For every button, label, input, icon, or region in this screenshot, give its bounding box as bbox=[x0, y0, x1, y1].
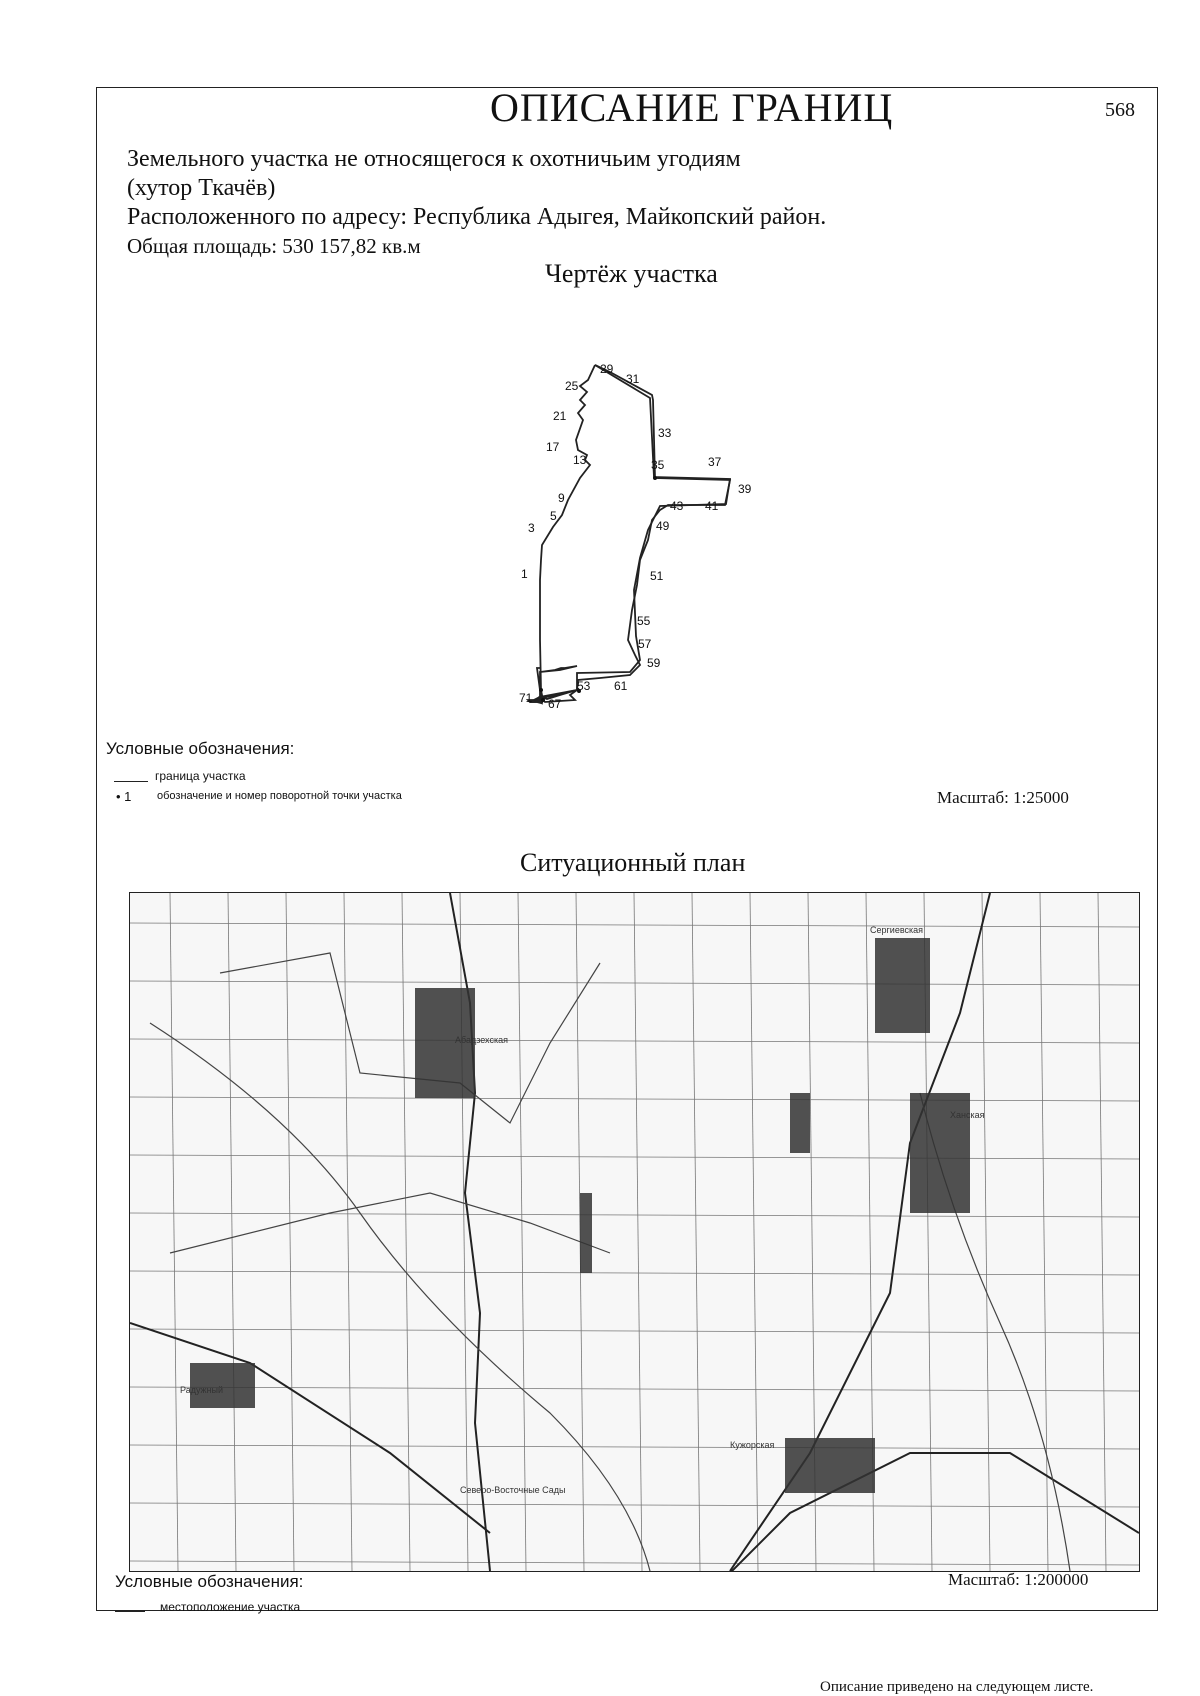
page-title: ОПИСАНИЕ ГРАНИЦ bbox=[490, 85, 894, 130]
parcel-boundary-outline bbox=[540, 365, 595, 700]
vertex-label: 59 bbox=[647, 656, 661, 670]
legend-point-marker: • 1 bbox=[116, 789, 132, 804]
map-grid-line bbox=[130, 1329, 1139, 1333]
map-grid-line bbox=[130, 981, 1139, 985]
legend-title: Условные обозначения: bbox=[106, 739, 295, 758]
vertex-label: 67 bbox=[548, 697, 562, 711]
vertex-label: 37 bbox=[708, 455, 722, 469]
vertex-label: 71 bbox=[519, 691, 533, 705]
vertex-label: 53 bbox=[577, 679, 591, 693]
map-road bbox=[130, 1323, 490, 1533]
map-grid-line bbox=[286, 893, 294, 1571]
vertex-marker bbox=[539, 688, 543, 692]
map-settlement bbox=[790, 1093, 810, 1153]
map-grid-line bbox=[130, 1155, 1139, 1159]
map-settlement bbox=[875, 938, 930, 1033]
vertex-label: 13 bbox=[573, 453, 587, 467]
map-grid-line bbox=[634, 893, 642, 1571]
map-grid-line bbox=[130, 1503, 1139, 1507]
map-label: Ханская bbox=[950, 1110, 985, 1120]
legend-location-label: местоположение участка bbox=[160, 1600, 301, 1614]
map-grid-line bbox=[170, 893, 178, 1571]
map-settlement bbox=[785, 1438, 875, 1493]
map-road bbox=[710, 1453, 1139, 1571]
situation-map bbox=[129, 892, 1140, 1572]
vertex-label: 9 bbox=[558, 491, 565, 505]
vertex-marker bbox=[541, 698, 545, 702]
vertex-label: 1 bbox=[521, 567, 528, 581]
map-grid-line bbox=[130, 1039, 1139, 1043]
vertex-label: 35 bbox=[651, 458, 665, 472]
legend-location-line bbox=[115, 1611, 145, 1612]
page-number: 568 bbox=[1105, 99, 1135, 121]
vertex-label: 39 bbox=[738, 482, 752, 496]
vertex-label: 33 bbox=[658, 426, 672, 440]
map-label: Радужный bbox=[180, 1385, 224, 1395]
vertex-label: 55 bbox=[637, 614, 651, 628]
map-river bbox=[150, 1023, 650, 1571]
vertex-label: 29 bbox=[600, 362, 614, 376]
vertex-label: 25 bbox=[565, 379, 579, 393]
vertex-label: 57 bbox=[638, 637, 652, 651]
parcel-address: Расположенного по адресу: Республика Адыгея, Майкопский район. bbox=[127, 204, 827, 230]
map-settlement bbox=[580, 1193, 592, 1273]
legend-boundary-label: граница участка bbox=[155, 769, 246, 783]
map-grid-line bbox=[130, 1097, 1139, 1101]
drawing-title: Чертёж участка bbox=[545, 259, 718, 288]
map-grid-line bbox=[130, 1271, 1139, 1275]
map-boundary-line bbox=[170, 1193, 610, 1253]
map-grid-line bbox=[130, 1445, 1139, 1449]
map-grid-line bbox=[692, 893, 700, 1571]
map-label: Северо-Восточные Сады bbox=[460, 1485, 566, 1495]
map-label: Абадзехская bbox=[455, 1035, 508, 1045]
map-grid-line bbox=[130, 1213, 1139, 1217]
vertex-marker bbox=[653, 476, 657, 480]
vertex-label: 51 bbox=[650, 569, 664, 583]
vertex-label: 43 bbox=[670, 499, 684, 513]
parcel-description: Земельного участка не относящегося к охотничьим угодиям bbox=[127, 146, 741, 172]
plan-title: Ситуационный план bbox=[520, 848, 746, 877]
map-grid-line bbox=[518, 893, 526, 1571]
map-grid-line bbox=[1098, 893, 1106, 1571]
map-grid-line bbox=[1040, 893, 1048, 1571]
parcel-drawing bbox=[0, 0, 1200, 740]
map-scale: Масштаб: 1:200000 bbox=[948, 1570, 1089, 1589]
vertex-label: 3 bbox=[528, 521, 535, 535]
map-grid-line bbox=[130, 1561, 1139, 1565]
map-grid-line bbox=[344, 893, 352, 1571]
parcel-area: Общая площадь: 530 157,82 кв.м bbox=[127, 234, 421, 258]
footnote: Описание приведено на следующем листе. bbox=[820, 1679, 1094, 1695]
map-grid-line bbox=[982, 893, 990, 1571]
map-label: Кужорская bbox=[730, 1440, 775, 1450]
legend-boundary-line bbox=[114, 781, 148, 782]
map-label: Сергиевская bbox=[870, 925, 924, 935]
map-grid-line bbox=[228, 893, 236, 1571]
vertex-label: 31 bbox=[626, 372, 640, 386]
drawing-scale: Масштаб: 1:25000 bbox=[937, 788, 1069, 807]
vertex-label: 49 bbox=[656, 519, 670, 533]
map-grid-line bbox=[750, 893, 758, 1571]
vertex-label: 41 bbox=[705, 499, 719, 513]
vertex-label: 21 bbox=[553, 409, 567, 423]
legend-title: Условные обозначения: bbox=[115, 1572, 304, 1591]
vertex-label: 61 bbox=[614, 679, 628, 693]
legend-point-label: обозначение и номер поворотной точки участка bbox=[157, 790, 402, 802]
parcel-name: (хутор Ткачёв) bbox=[127, 175, 276, 201]
vertex-label: 17 bbox=[546, 440, 560, 454]
vertex-label: 5 bbox=[550, 509, 557, 523]
